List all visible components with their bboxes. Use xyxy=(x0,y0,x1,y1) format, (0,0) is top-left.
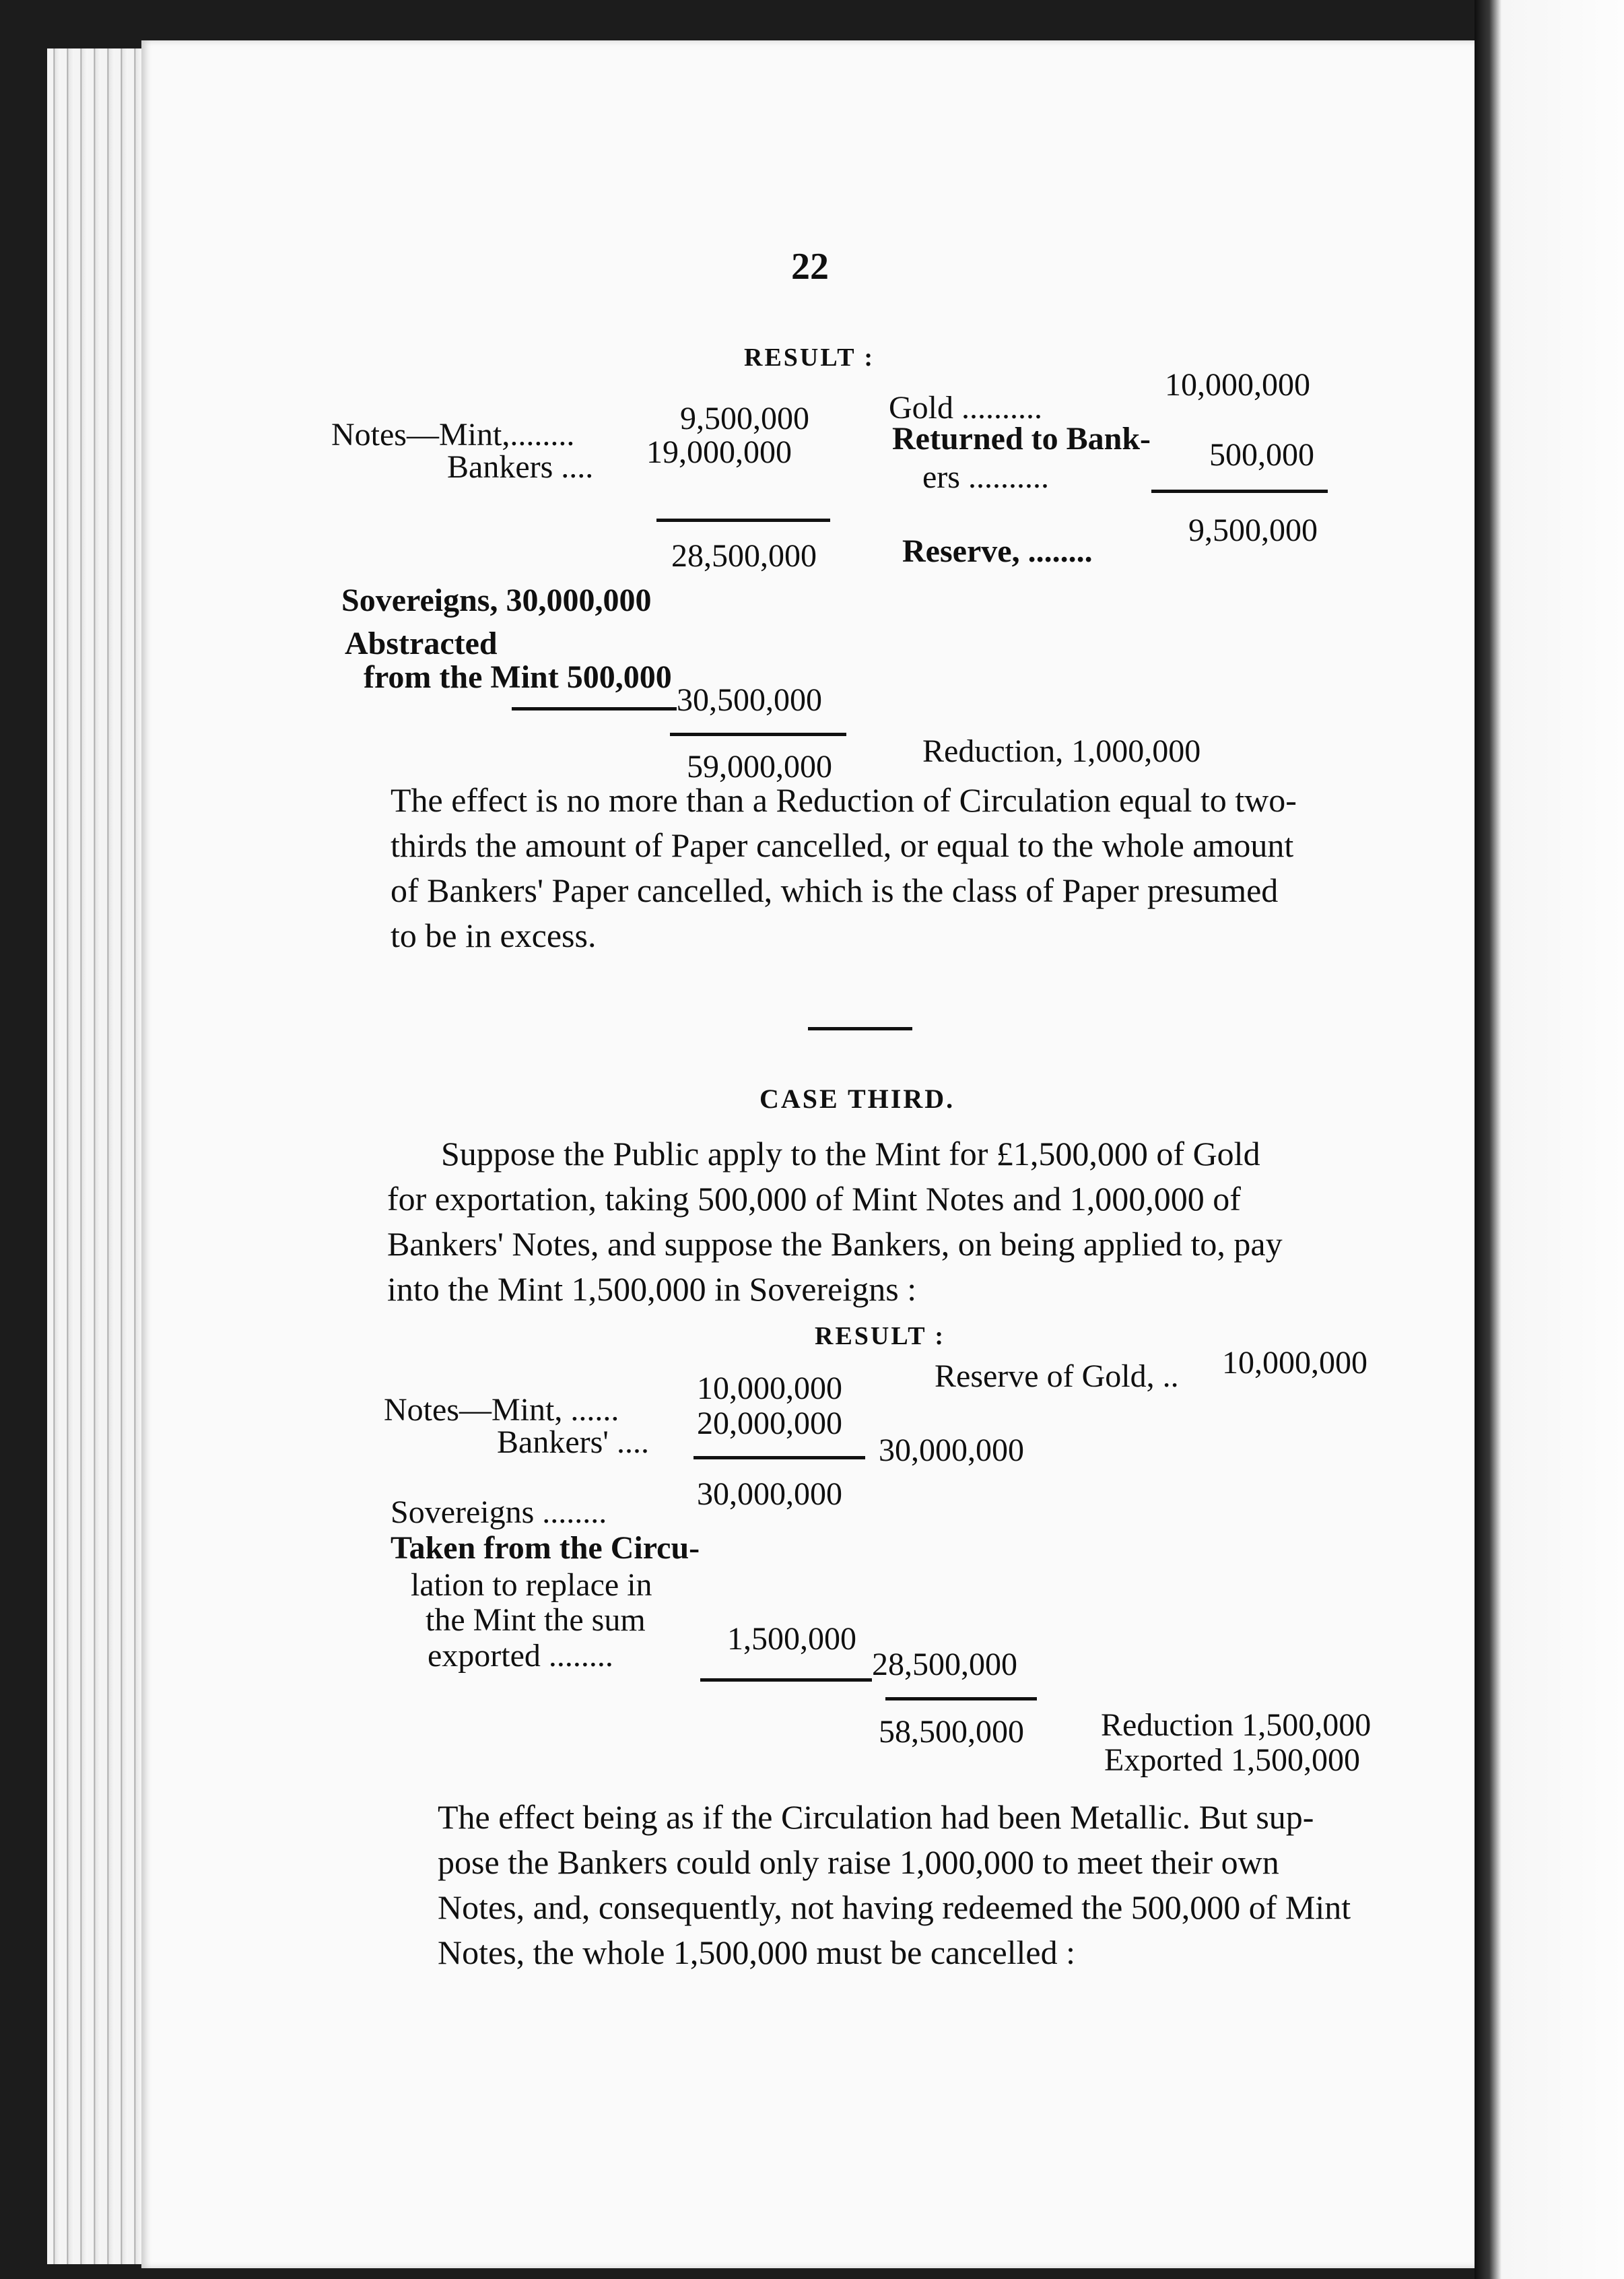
paragraph-2-line-4: into the Mint 1,500,000 in Sovereigns : xyxy=(387,1270,917,1308)
reserve-gold-label: Reserve of Gold, .. xyxy=(935,1358,1179,1394)
reduction-2: Reduction 1,500,000 xyxy=(1101,1707,1372,1743)
total-2: 58,500,000 xyxy=(879,1714,1024,1750)
rule-subtotal-1 xyxy=(656,519,830,522)
sovereigns-net-1: 30,500,000 xyxy=(677,682,822,718)
reserve-value-1: 9,500,000 xyxy=(1188,513,1318,548)
rule-reserve-1 xyxy=(1151,490,1328,493)
section-divider xyxy=(808,1027,912,1030)
sovereigns-net-2: 28,500,000 xyxy=(872,1647,1017,1682)
sovereigns-value-2: 30,000,000 xyxy=(697,1476,842,1512)
rule-total-2 xyxy=(885,1697,1037,1700)
from-mint-label: from the Mint 500,000 xyxy=(364,659,672,695)
paragraph-1-line-3: of Bankers' Paper cancelled, which is the class of Paper presumed xyxy=(391,871,1279,909)
bankers-value: 19,000,000 xyxy=(646,434,792,470)
paragraph-2 xyxy=(387,1131,1343,1312)
paragraph-3 xyxy=(438,1795,1367,1975)
bankers-value-2: 20,000,000 xyxy=(697,1406,842,1441)
bankers-label: Bankers .... xyxy=(447,449,594,485)
taken-line-1: Taken from the Circu- xyxy=(391,1530,700,1566)
returned-label-1: Returned to Bank- xyxy=(892,421,1151,457)
paragraph-1-line-2: thirds the amount of Paper cancelled, or equal to the whole amount xyxy=(391,826,1294,864)
gold-label: Gold .......... xyxy=(889,390,1042,426)
paragraph-3-line-2: pose the Bankers could only raise 1,000,000 to meet their own xyxy=(438,1843,1279,1881)
rule-sovereigns-2 xyxy=(700,1678,872,1682)
notes-mint-value-2: 10,000,000 xyxy=(697,1370,842,1406)
taken-line-3: the Mint the sum xyxy=(426,1602,646,1638)
subtotal-1: 28,500,000 xyxy=(671,538,817,574)
result-heading-1: RESULT : xyxy=(744,343,875,372)
page-number: 22 xyxy=(791,246,829,288)
taken-line-4: exported ........ xyxy=(428,1638,613,1674)
notes-mint-value: 9,500,000 xyxy=(680,401,809,436)
taken-line-2: lation to replace in xyxy=(411,1567,652,1603)
rule-total-1 xyxy=(670,733,846,736)
paragraph-3-line-1: The effect being as if the Circulation had been Metallic. But sup- xyxy=(438,1798,1314,1836)
facing-page-edge xyxy=(1475,0,1624,2279)
case-heading: CASE THIRD. xyxy=(759,1084,955,1114)
paragraph-3-line-3: Notes, and, consequently, not having redeemed the 500,000 of Mint xyxy=(438,1888,1351,1926)
paragraph-2-line-2: for exportation, taking 500,000 of Mint Notes and 1,000,000 of xyxy=(387,1180,1241,1218)
paragraph-1 xyxy=(391,778,1306,958)
returned-value: 500,000 xyxy=(1209,437,1314,473)
reserve-gold-value: 10,000,000 xyxy=(1222,1345,1367,1381)
reduction-1: Reduction, 1,000,000 xyxy=(922,733,1201,769)
notes-total-2: 30,000,000 xyxy=(879,1432,1024,1468)
returned-label-2: ers .......... xyxy=(922,459,1049,495)
reserve-label-1: Reserve, ........ xyxy=(902,533,1093,569)
notes-mint-label-2: Notes—Mint, ...... xyxy=(384,1392,619,1428)
sovereigns-label-2: Sovereigns ........ xyxy=(391,1494,607,1530)
paragraph-2-line-1: Suppose the Public apply to the Mint for £1,500,000 of Gold xyxy=(441,1135,1260,1172)
bankers-label-2: Bankers' .... xyxy=(497,1424,649,1460)
paragraph-2-line-3: Bankers' Notes, and suppose the Bankers, on being applied to, pay xyxy=(387,1225,1283,1263)
paragraph-1-line-1: The effect is no more than a Reduction of Circulation equal to two- xyxy=(391,781,1297,819)
total-1: 59,000,000 xyxy=(687,749,832,785)
taken-value: 1,500,000 xyxy=(727,1621,856,1657)
paragraph-1-line-4: to be in excess. xyxy=(391,917,597,954)
paragraph-3-line-4: Notes, the whole 1,500,000 must be cancelled : xyxy=(438,1934,1075,1971)
result-heading-2: RESULT : xyxy=(815,1322,946,1350)
sovereigns-label-1: Sovereigns, 30,000,000 xyxy=(341,583,652,618)
abstracted-label: Abstracted xyxy=(345,626,498,661)
rule-notes-2 xyxy=(693,1456,865,1459)
rule-sovereigns-1 xyxy=(512,707,677,711)
notes-mint-label: Notes—Mint,........ xyxy=(331,417,575,453)
exported-2: Exported 1,500,000 xyxy=(1104,1742,1360,1778)
gold-value: 10,000,000 xyxy=(1165,367,1310,403)
